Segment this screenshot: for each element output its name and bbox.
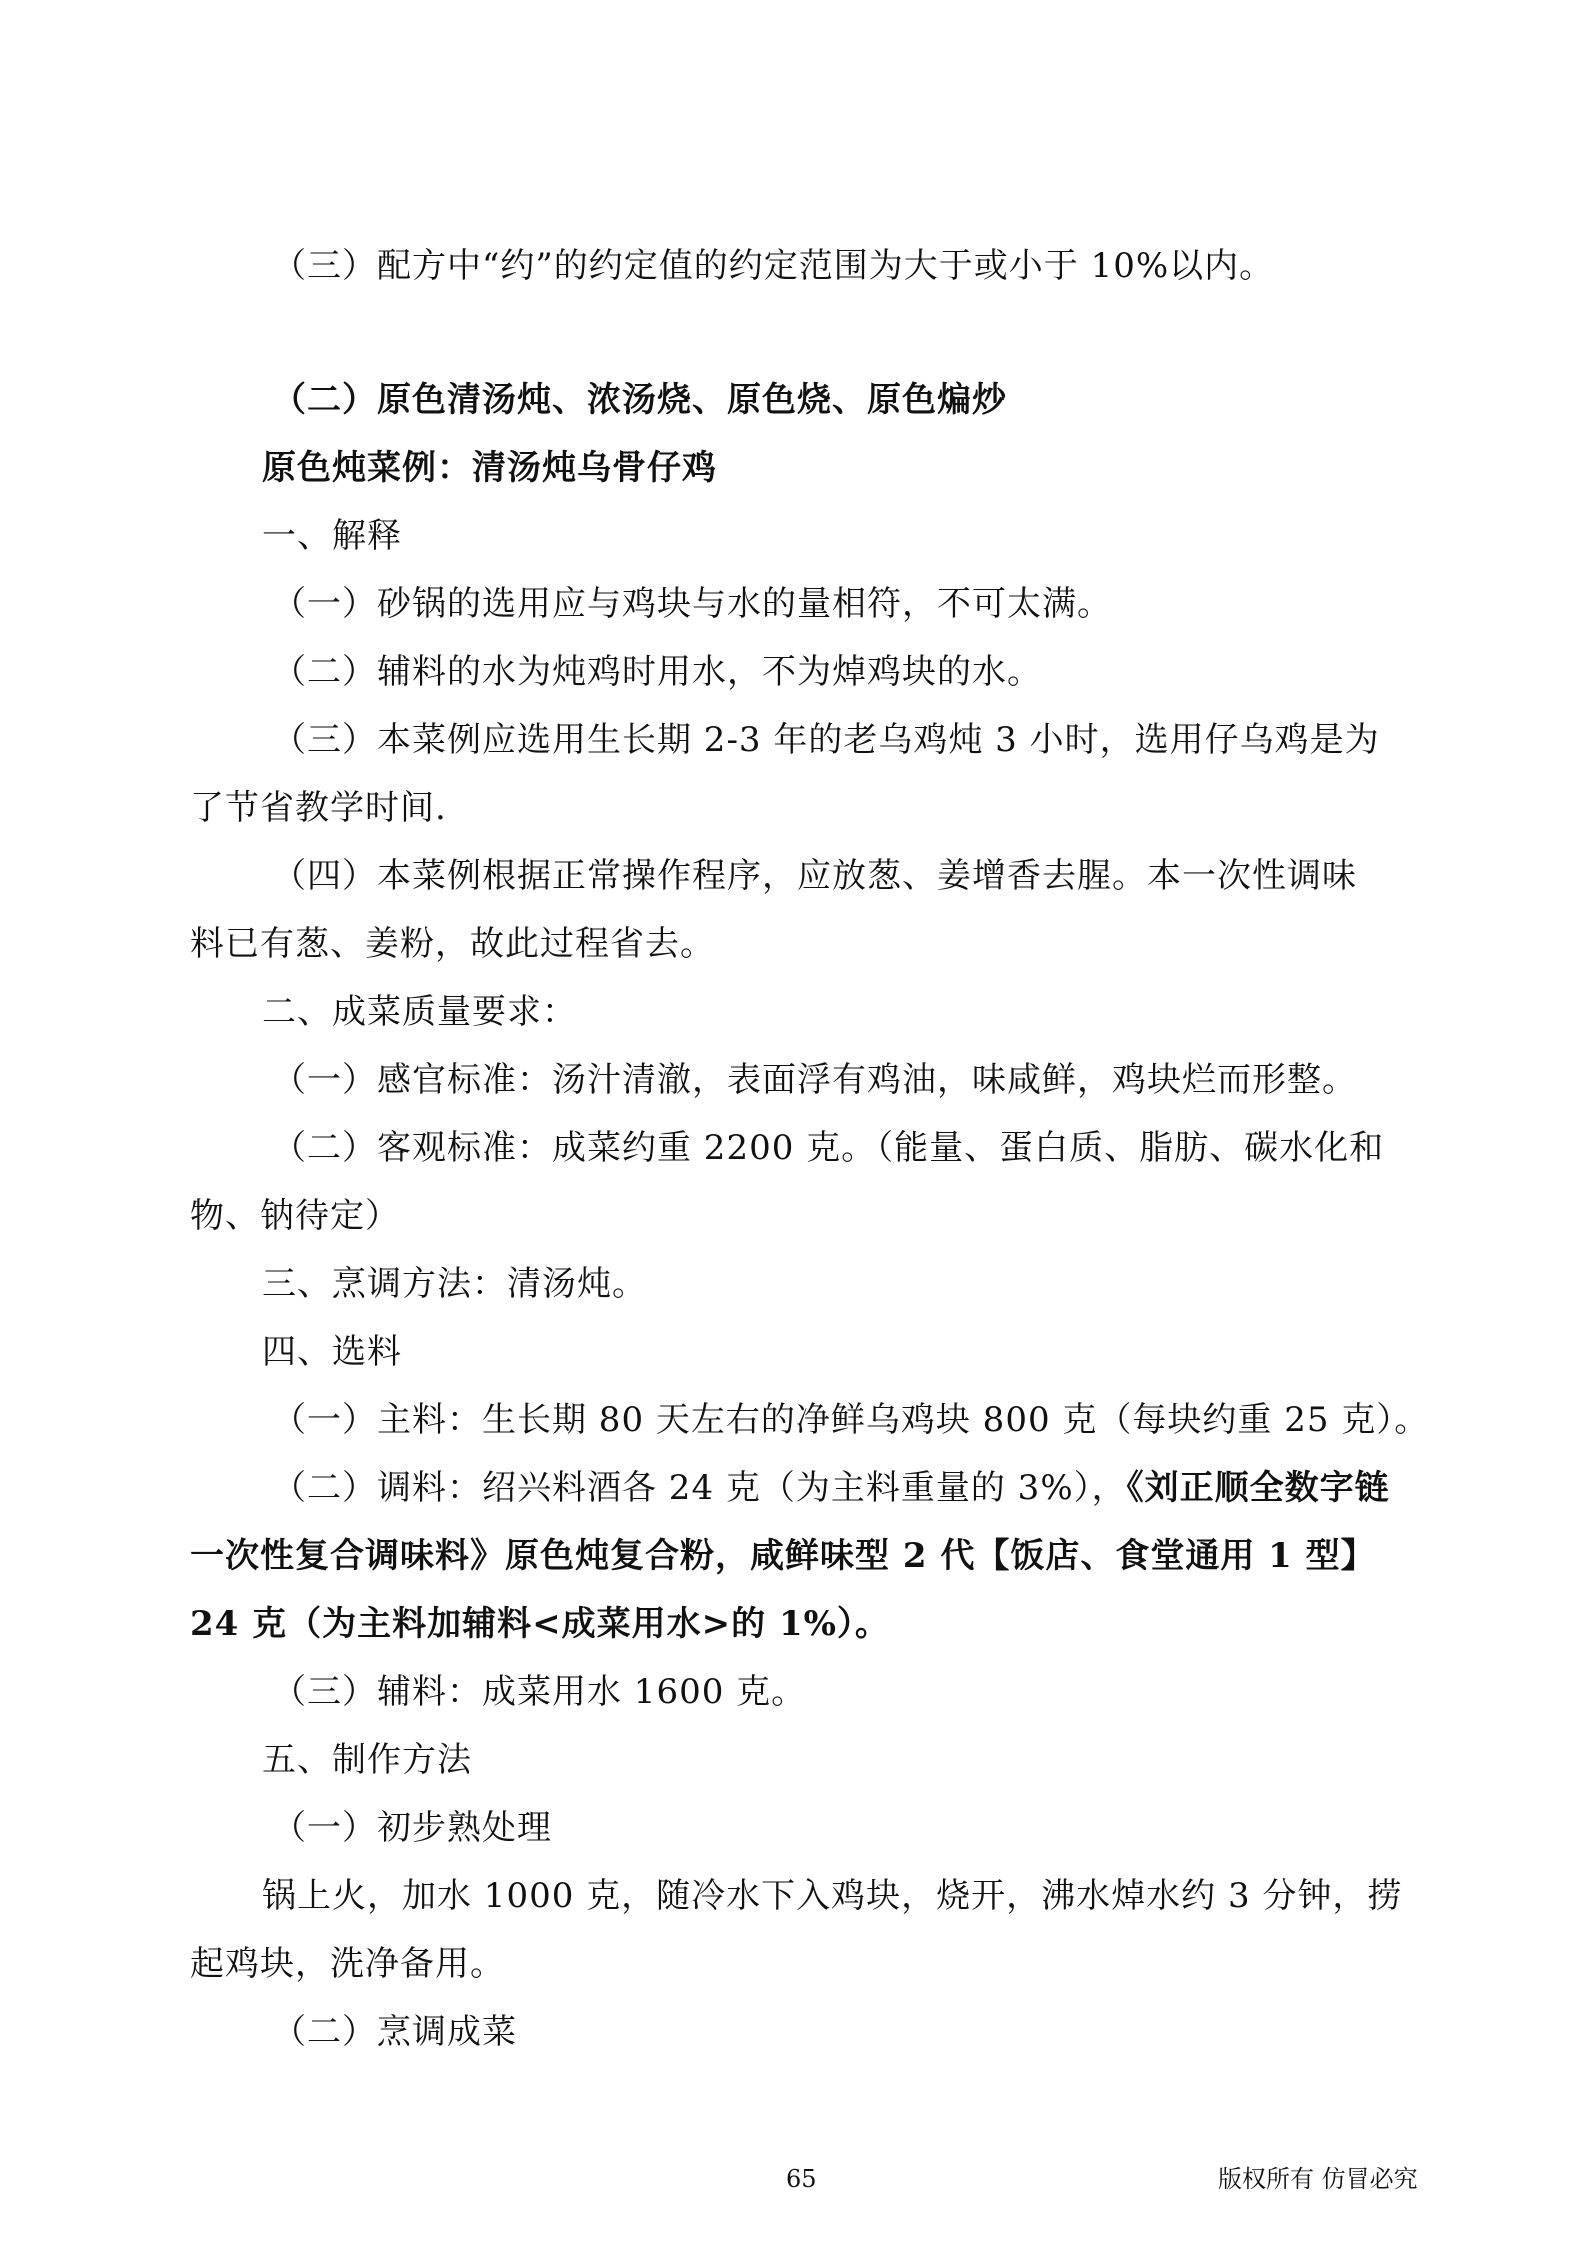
subheading-cooking-dish: （二）烹调成菜	[272, 2012, 517, 2052]
heading-quality-requirements: 二、成菜质量要求：	[262, 992, 577, 1032]
page-number: 65	[786, 2165, 817, 2193]
paragraph-blanching-line1: 锅上火，加水 1000 克，随冷水下入鸡块，烧开，沸水焯水约 3 分钟，捞	[262, 1876, 1403, 1916]
paragraph-seasoning-line2: 一次性复合调味料》原色炖复合粉，咸鲜味型 2 代【饭店、食堂通用 1 型】	[190, 1536, 1376, 1576]
heading-explanation: 一、解释	[262, 516, 402, 556]
paragraph-chicken-age-line2: 了节省教学时间.	[190, 788, 447, 828]
paragraph-auxiliary-ingredient: （三）辅料：成菜用水 1600 克。	[272, 1672, 807, 1712]
paragraph-main-ingredient: （一）主料：生长期 80 天左右的净鲜乌鸡块 800 克（每块约重 25 克）。	[272, 1400, 1430, 1440]
paragraph-procedure-line1: （四）本菜例根据正常操作程序，应放葱、姜增香去腥。本一次性调味	[272, 856, 1357, 896]
seasoning-bold-text: 《刘正顺全数字链	[1126, 1468, 1390, 1508]
subheading-initial-processing: （一）初步熟处理	[272, 1808, 552, 1848]
heading-ingredient-selection: 四、选料	[262, 1332, 402, 1372]
paragraph-casserole: （一）砂锅的选用应与鸡块与水的量相符，不可太满。	[272, 584, 1112, 624]
paragraph-seasoning-line3: 24 克（为主料加辅料<成菜用水>的 1%）。	[190, 1604, 890, 1644]
paragraph-procedure-line2: 料已有葱、姜粉，故此过程省去。	[190, 924, 715, 964]
paragraph-blanching-line2: 起鸡块，洗净备用。	[190, 1944, 505, 1984]
seasoning-regular-text: （二）调料：绍兴料酒各 24 克（为主料重量的 3%），	[272, 1468, 1127, 1508]
section-heading: （二）原色清汤炖、浓汤烧、原色烧、原色煸炒	[272, 380, 1007, 420]
recipe-title: 原色炖菜例：清汤炖乌骨仔鸡	[262, 448, 717, 488]
paragraph-chicken-age-line1: （三）本菜例应选用生长期 2-3 年的老乌鸡炖 3 小时，选用仔乌鸡是为	[272, 720, 1380, 760]
paragraph-objective-standard-line1: （二）客观标准：成菜约重 2200 克。（能量、蛋白质、脂肪、碳水化和	[272, 1128, 1385, 1168]
heading-preparation-method: 五、制作方法	[262, 1740, 472, 1780]
paragraph-sensory-standard: （一）感官标准：汤汁清澈，表面浮有鸡油，味咸鲜，鸡块烂而形整。	[272, 1060, 1357, 1100]
paragraph-auxiliary-water: （二）辅料的水为炖鸡时用水，不为焯鸡块的水。	[272, 652, 1042, 692]
paragraph-formula-range: （三）配方中“约”的约定值的约定范围为大于或小于 10%以内。	[272, 246, 1275, 286]
heading-cooking-method: 三、烹调方法：清汤炖。	[262, 1264, 647, 1304]
copyright-notice: 版权所有 仿冒必究	[1218, 2165, 1418, 2193]
paragraph-objective-standard-line2: 物、钠待定）	[190, 1196, 400, 1236]
paragraph-seasoning-line1	[272, 1466, 1390, 1510]
